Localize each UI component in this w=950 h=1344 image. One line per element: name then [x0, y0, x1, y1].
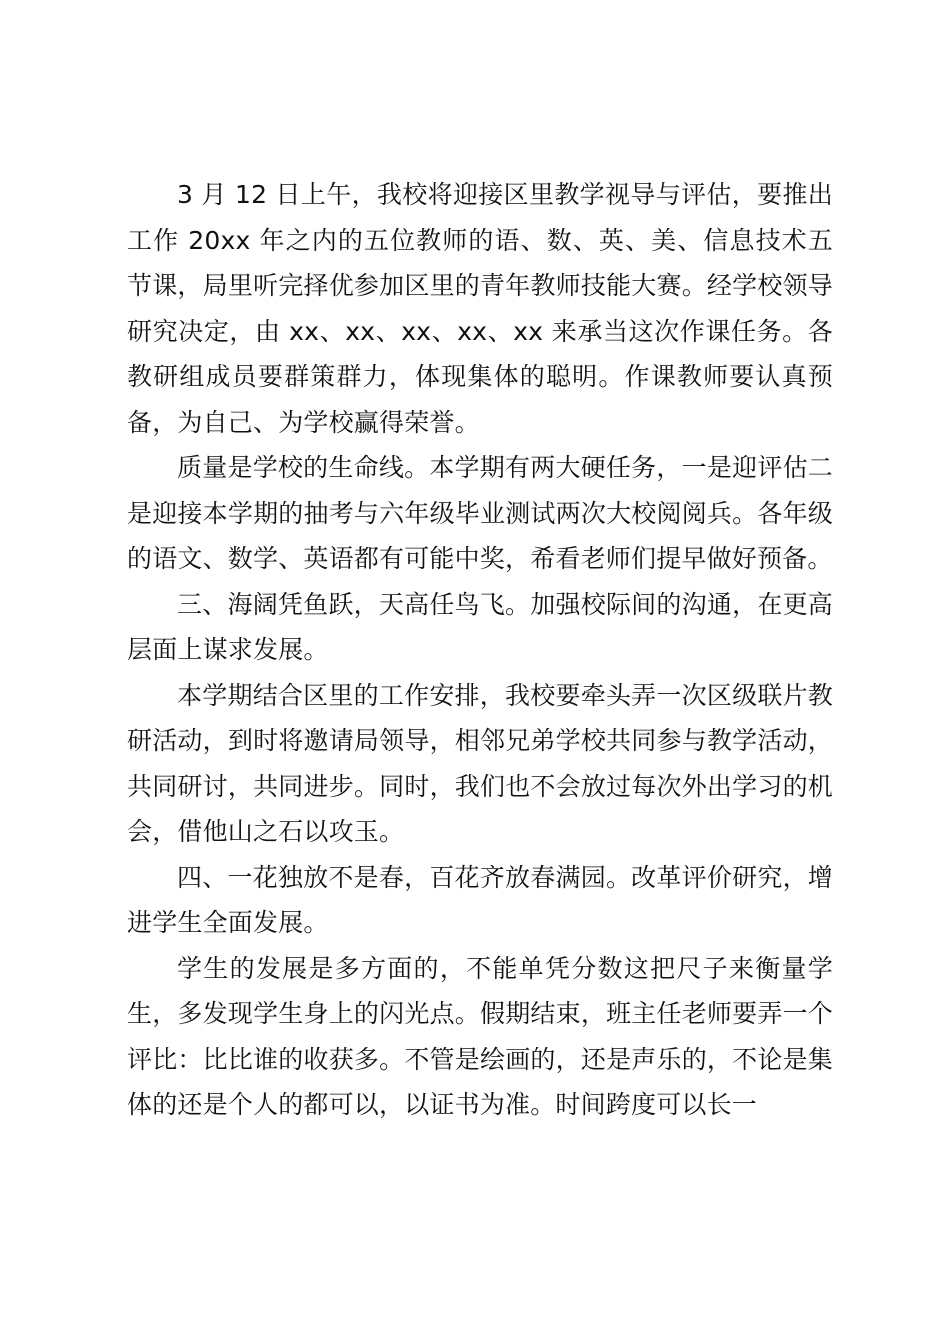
section-heading-four: 四、一花独放不是春，百花齐放春满园。改革评价研究，增进学生全面发展。 — [127, 862, 833, 937]
paragraph-joint-research: 本学期结合区里的工作安排，我校要牵头弄一次区级联片教研活动，到时将邀请局领导，相邻兄弟学校共同参与教学活动，共同研讨，共同进步。同时，我们也不会放过每次外出学习的机会，借他山之石以攻玉。 — [127, 680, 833, 846]
paragraph-student-development: 学生的发展是多方面的，不能单凭分数这把尺子来衡量学生，多发现学生身上的闪光点。假期结束，班主任老师要弄一个评比：比比谁的收获多。不管是绘画的，还是声乐的，不论是集体的还是个人的都可以，以证书为准。时间跨度可以长一 — [127, 953, 833, 1119]
document-body — [127, 172, 833, 1128]
paragraph-quality: 质量是学校的生命线。本学期有两大硬任务，一是迎评估二是迎接本学期的抽考与六年级毕业测试两次大校阅阅兵。各年级的语文、数学、英语都有可能中奖，希看老师们提早做好预备。 — [127, 453, 833, 573]
paragraph-evaluation: 3 月 12 日上午，我校将迎接区里教学视导与评估，要推出工作 20xx 年之内的五位教师的语、数、英、美、信息技术五节课，局里听完择优参加区里的青年教师技能大赛。经学校领导研究决定，由 xx、xx、xx、xx、xx 来承当这次作课任务。各教研组成员要群策群力，体现集体的聪明。作课教师要认真预备，为自己、为学校赢得荣誉。 — [127, 180, 833, 437]
section-heading-three: 三、海阔凭鱼跃，天高任鸟飞。加强校际间的沟通，在更高层面上谋求发展。 — [127, 589, 833, 664]
